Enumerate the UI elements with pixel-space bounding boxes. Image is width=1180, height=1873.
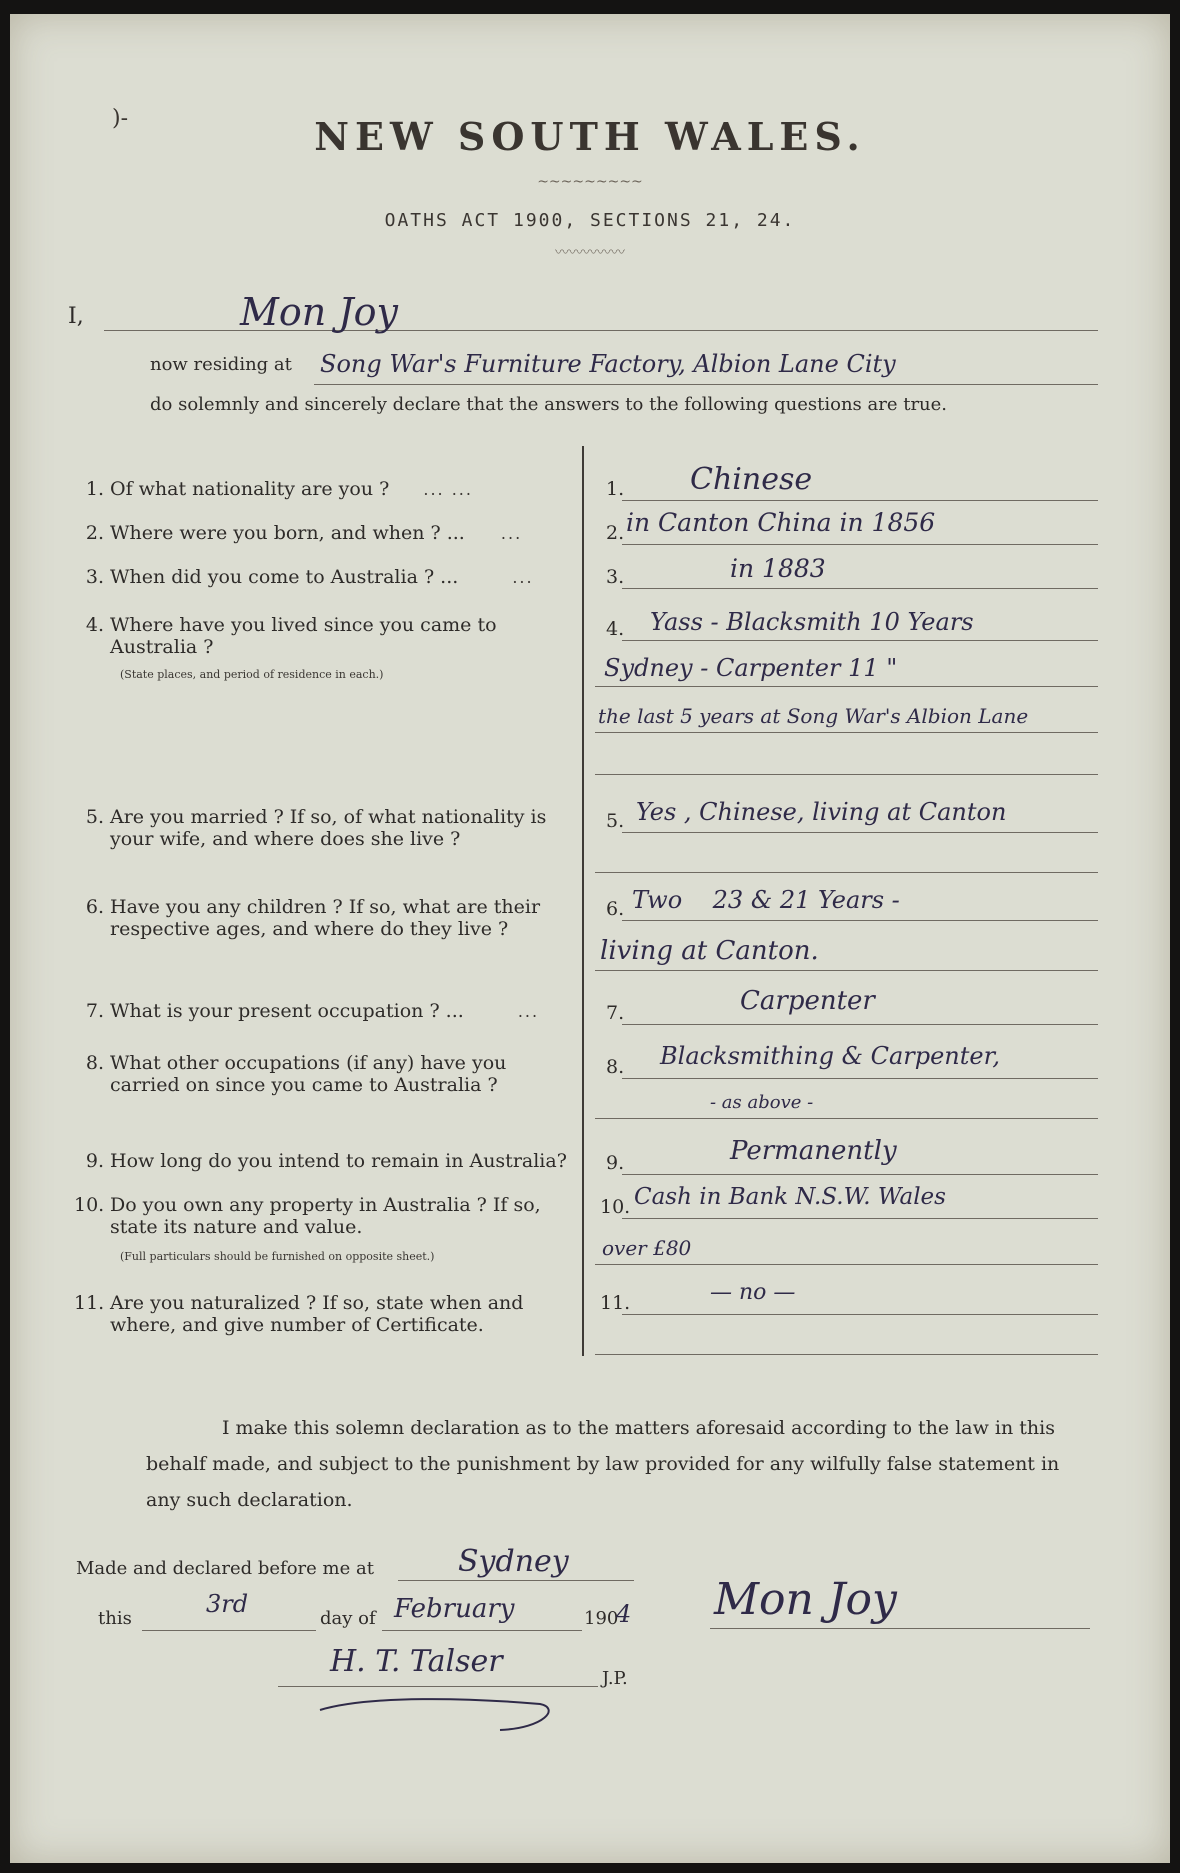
answer-8-line-1: Blacksmithing & Carpenter, [660,1042,1001,1070]
answer-line [595,1118,1098,1119]
declaration-text: do solemnly and sincerely declare that the answers to the following questions are true. [150,394,948,415]
answer-line [595,1354,1098,1355]
answer-line [595,1264,1098,1265]
made-declared-label: Made and declared before me at [76,1558,374,1579]
jp-label: J.P. [602,1668,628,1689]
leader-dots: ... [512,568,534,587]
month-line [382,1630,582,1631]
question-text: Where were you born, and when ? ... [110,522,465,544]
question-text: Do you own any property in Australia ? If so, state its nature and value. [110,1194,541,1238]
answer-line [622,1174,1098,1175]
ornament-bottom: 〰〰〰〰〰 [555,245,625,261]
answer-4-line-1: Yass - Blacksmith 10 Years [650,608,974,636]
answer-1: Chinese [690,462,813,497]
place-line [398,1580,634,1581]
answer-7-number: 7. [606,1002,625,1024]
answer-7: Carpenter [740,986,875,1016]
residing-label: now residing at [150,354,292,375]
declaration-form [10,14,1170,1863]
question-number: 10. [74,1194,105,1216]
jp-line [278,1686,598,1687]
leader-dots: ... [517,1002,540,1021]
question-9 [74,1150,584,1172]
answer-line [595,970,1098,971]
question-text: Have you any children ? If so, what are their respective ages, and where do they live ? [110,896,541,940]
question-number: 2. [85,522,104,544]
leader-dots: ... [500,524,523,543]
question-text: Of what nationality are you ? [110,478,390,500]
answer-10-number: 10. [600,1196,631,1218]
answer-line [622,920,1098,921]
question-11 [74,1292,574,1336]
question-3 [74,566,574,589]
answer-line [622,832,1098,833]
day-of-label: day of [320,1608,376,1629]
residence-value: Song War's Furniture Factory, Albion Lane City [320,350,896,378]
answer-5: Yes , Chinese, living at Canton [636,798,1007,826]
answer-4-line-3: the last 5 years at Song War's Albion Lane [598,704,1029,728]
ornament-top: ~~~~~~~~~ [537,174,643,190]
answer-2: in Canton China in 1856 [626,508,936,537]
question-number: 4. [85,614,104,636]
column-divider [582,446,584,1356]
question-10 [74,1194,574,1268]
declaration-month: February [394,1594,515,1624]
answer-10-line-1: Cash in Bank N.S.W. Wales [634,1184,946,1210]
declaration-day: 3rd [206,1590,249,1618]
question-number: 5. [85,806,104,828]
answer-line [595,732,1098,733]
solemn-declaration-text: I make this solemn declaration as to the matters aforesaid according to the law in this behalf made, and subject to the punishment by law provided for any wilfully false statement in any such declaration. [146,1417,1060,1511]
question-number: 6. [85,896,104,918]
signature-line [710,1628,1090,1629]
form-title: NEW SOUTH WALES. [314,114,866,159]
question-text: Where have you lived since you came to Australia ? [110,614,497,658]
declarant-signature: Mon Joy [714,1574,897,1625]
year-suffix: 4 [616,1600,632,1628]
answer-4-line-2: Sydney - Carpenter 11 " [604,654,898,682]
form-subtitle: OATHS ACT 1900, SECTIONS 21, 24. [384,210,796,231]
answer-3: in 1883 [730,554,826,583]
question-number: 8. [85,1052,104,1074]
declaration-place: Sydney [458,1544,569,1579]
this-label: this [98,1608,132,1629]
answer-4-number: 4. [606,618,625,640]
question-number: 1. [85,478,104,500]
answer-9: Permanently [730,1136,897,1166]
question-4 [74,614,574,686]
question-7 [74,1000,574,1023]
question-text: When did you come to Australia ? ... [110,566,459,588]
question-text: What is your present occupation ? ... [110,1000,464,1022]
answer-2-number: 2. [606,522,625,544]
question-text: How long do you intend to remain in Australia? [110,1150,567,1172]
answer-8-line-2: - as above - [710,1092,814,1113]
declarant-prefix: I, [68,304,84,329]
question-2 [74,522,574,545]
answer-5-number: 5. [606,810,625,832]
question-number: 3. [85,566,104,588]
day-line [142,1630,316,1631]
leader-dots: ... ... [423,480,473,499]
answer-line [595,774,1098,775]
corner-mark: )- [112,106,129,131]
question-text: What other occupations (if any) have you carried on since you came to Australia ? [110,1052,507,1096]
jp-signature: H. T. Talser [330,1644,503,1679]
answer-line [622,1314,1098,1315]
answer-6-number: 6. [606,898,625,920]
answer-line [622,544,1098,545]
jp-flourish [310,1690,570,1736]
question-number: 7. [85,1000,104,1022]
answer-line [622,1078,1098,1079]
question-text: Are you naturalized ? If so, state when and where, and give number of Certificate. [110,1292,524,1336]
answer-6-line-1: Two 23 & 21 Years - [632,886,900,914]
answer-line [622,1024,1098,1025]
answer-6-line-2: living at Canton. [600,936,819,966]
question-1 [74,478,574,501]
answer-11-number: 11. [600,1292,631,1314]
answer-line [622,640,1098,641]
question-note: (State places, and period of residence in each.) [120,668,384,681]
question-text: Are you married ? If so, of what nationality is your wife, and where does she live ? [110,806,547,850]
year-prefix: 190 [584,1608,619,1629]
answer-9-number: 9. [606,1152,625,1174]
residence-line [314,384,1098,385]
answer-line [622,588,1098,589]
declarant-name: Mon Joy [240,290,398,334]
question-note: (Full particulars should be furnished on opposite sheet.) [120,1250,435,1263]
question-number: 11. [74,1292,105,1314]
question-number: 9. [85,1150,104,1172]
answer-10-line-2: over £80 [602,1236,692,1260]
answer-1-number: 1. [606,478,625,500]
answer-11: — no — [710,1280,796,1305]
answer-8-number: 8. [606,1056,625,1078]
question-6 [74,896,574,940]
answer-line [622,500,1098,501]
question-8 [74,1052,574,1096]
question-5 [74,806,574,850]
answer-line [595,686,1098,687]
answer-3-number: 3. [606,566,625,588]
answer-line [595,872,1098,873]
answer-line [622,1218,1098,1219]
